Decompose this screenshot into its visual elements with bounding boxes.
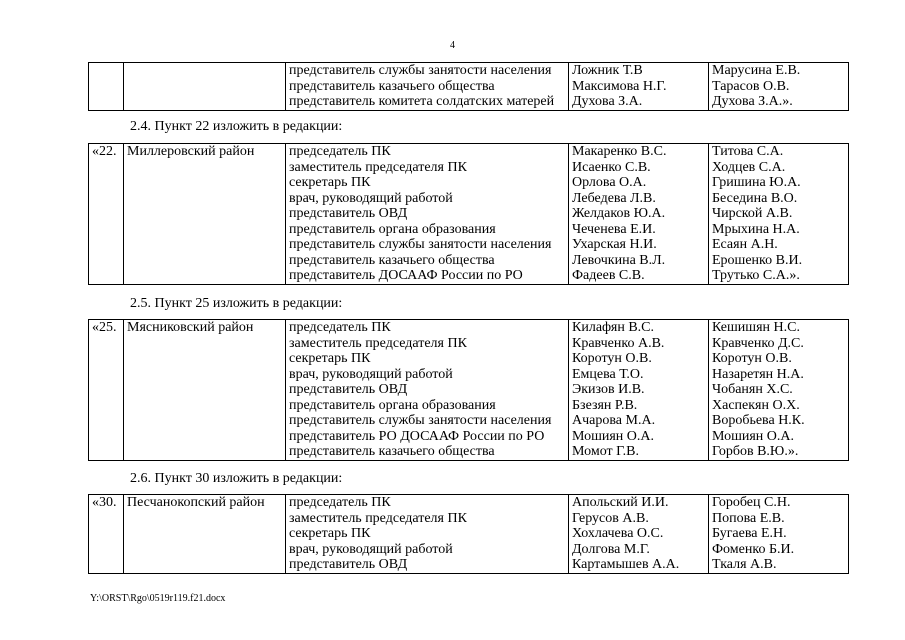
- role-list-line: заместитель председателя ПК: [289, 159, 467, 175]
- reserve-member-line: Кешишян Н.С.: [712, 320, 800, 335]
- role-list-line: представитель службы занятости населения: [289, 237, 552, 252]
- reserve-member-line: Ерошенко В.И.: [712, 252, 803, 268]
- reserve-member-line: Хаспекян О.Х.: [712, 397, 800, 413]
- role-list-line: представитель ОВД: [289, 382, 408, 397]
- main-member-line: Макаренко В.С.: [572, 144, 667, 159]
- role-list-line: представитель ОВД: [289, 557, 408, 572]
- reserve-member-line: Гришина Ю.А.: [712, 175, 801, 190]
- district-name-cell: Песчанокопский район: [124, 495, 286, 574]
- role-list-line: председатель ПК: [289, 144, 391, 159]
- main-member-line: Долгова М.Г.: [572, 541, 650, 557]
- item-number-cell: [89, 63, 124, 111]
- role-list-line: представитель службы занятости населения: [289, 63, 552, 78]
- district-name-cell: [124, 63, 286, 111]
- reserve-member-cell: [709, 144, 849, 285]
- reserve-member-line: Воробьева Н.К.: [712, 413, 805, 428]
- reserve-member-line: Мошиян О.А.: [712, 428, 795, 444]
- amendment-instruction: 2.6. Пункт 30 изложить в редакции:: [130, 471, 343, 486]
- main-member-line: Коротун О.В.: [572, 351, 652, 366]
- reserve-member-line: Бугаева Е.Н.: [712, 526, 787, 541]
- table-row: [89, 495, 849, 574]
- district-name-cell: Миллеровский район: [124, 144, 286, 285]
- reserve-member-line: Духова З.А.».: [712, 94, 793, 109]
- reserve-member-cell: [709, 320, 849, 461]
- role-list-line: секретарь ПК: [289, 175, 371, 190]
- main-member-line: Герусов А.В.: [572, 510, 649, 526]
- main-member-line: Исаенко С.В.: [572, 159, 651, 175]
- main-member-line: Ачарова М.А.: [572, 413, 656, 428]
- commission-table: [88, 319, 849, 461]
- main-member-line: Емцева Т.О.: [572, 366, 644, 382]
- reserve-member-line: Трутько С.А.».: [712, 268, 800, 283]
- main-member-line: Бзезян Р.В.: [572, 397, 638, 413]
- role-list-line: заместитель председателя ПК: [289, 335, 467, 351]
- main-member-line: Момот Г.В.: [572, 444, 639, 459]
- reserve-member-line: Попова Е.В.: [712, 510, 785, 526]
- page-number: 4: [450, 40, 455, 51]
- reserve-member-line: Беседина В.О.: [712, 190, 798, 206]
- role-list-line: представитель органа образования: [289, 397, 496, 413]
- main-member-line: Кравченко А.В.: [572, 335, 665, 351]
- main-member-cell: [569, 495, 709, 574]
- main-member-line: Орлова О.А.: [572, 175, 647, 190]
- footer-file-path: Y:\ORST\Rgo\0519r119.f21.docx: [90, 593, 226, 604]
- role-list-line: представитель комитета солдатских матерей: [289, 94, 555, 109]
- main-member-line: Фадеев С.В.: [572, 268, 645, 283]
- main-member-line: Ухарская Н.И.: [572, 237, 657, 252]
- reserve-member-line: Титова С.А.: [712, 144, 784, 159]
- reserve-member-line: Чирской А.В.: [712, 206, 793, 221]
- main-member-line: Хохлачева О.С.: [572, 526, 664, 541]
- amendment-instruction: 2.4. Пункт 22 изложить в редакции:: [130, 119, 343, 134]
- role-list-line: председатель ПК: [289, 320, 391, 335]
- item-number-cell: «30.: [89, 495, 124, 574]
- role-list-line: представитель казачьего общества: [289, 78, 495, 94]
- role-list-line: врач, руководящий работой: [289, 366, 453, 382]
- item-number-cell: «22.: [89, 144, 124, 285]
- role-list-cell: [286, 320, 569, 461]
- reserve-member-line: Назаретян Н.А.: [712, 366, 804, 382]
- reserve-member-line: Кравченко Д.С.: [712, 335, 804, 351]
- reserve-member-line: Ткаля А.В.: [712, 557, 777, 572]
- reserve-member-line: Коротун О.В.: [712, 351, 792, 366]
- district-name-cell: Мясниковский район: [124, 320, 286, 461]
- role-list-line: представитель казачьего общества: [289, 444, 495, 459]
- table-row: [89, 320, 849, 461]
- role-list-line: представитель ОВД: [289, 206, 408, 221]
- reserve-member-line: Марусина Е.В.: [712, 63, 801, 78]
- role-list-line: секретарь ПК: [289, 526, 371, 541]
- main-member-line: Ложник Т.В: [572, 63, 643, 78]
- amendment-instruction: 2.5. Пункт 25 изложить в редакции:: [130, 296, 343, 311]
- main-member-line: Картамышев А.А.: [572, 557, 680, 572]
- item-number-cell: «25.: [89, 320, 124, 461]
- reserve-member-line: Мрыхина Н.А.: [712, 221, 800, 237]
- main-member-line: Чеченева Е.И.: [572, 221, 656, 237]
- reserve-member-line: Ходцев С.А.: [712, 159, 786, 175]
- role-list-line: представитель казачьего общества: [289, 252, 495, 268]
- main-member-line: Лебедева Л.В.: [572, 190, 656, 206]
- role-list-line: представитель РО ДОСААФ России по РО: [289, 428, 545, 444]
- reserve-member-line: Фоменко Б.И.: [712, 541, 795, 557]
- main-member-cell: [569, 320, 709, 461]
- reserve-member-line: Горбов В.Ю.».: [712, 444, 799, 459]
- main-member-line: Килафян В.С.: [572, 320, 655, 335]
- role-list-line: председатель ПК: [289, 495, 391, 510]
- table-row: [89, 144, 849, 285]
- commission-table: [88, 143, 849, 285]
- role-list-cell: [286, 63, 569, 111]
- main-member-line: Духова З.А.: [572, 94, 643, 109]
- reserve-member-line: Чобанян Х.С.: [712, 382, 793, 397]
- reserve-member-line: Горобец С.Н.: [712, 495, 791, 510]
- main-member-line: Экизов И.В.: [572, 382, 645, 397]
- main-member-line: Максимова Н.Г.: [572, 78, 667, 94]
- role-list-line: заместитель председателя ПК: [289, 510, 467, 526]
- commission-table: [88, 62, 849, 111]
- role-list-line: врач, руководящий работой: [289, 190, 453, 206]
- role-list-cell: [286, 144, 569, 285]
- role-list-line: представитель органа образования: [289, 221, 496, 237]
- main-member-line: Мошиян О.А.: [572, 428, 655, 444]
- role-list-cell: [286, 495, 569, 574]
- role-list-line: врач, руководящий работой: [289, 541, 453, 557]
- reserve-member-cell: [709, 63, 849, 111]
- role-list-line: представитель ДОСААФ России по РО: [289, 268, 523, 283]
- reserve-member-line: Тарасов О.В.: [712, 78, 790, 94]
- main-member-cell: [569, 144, 709, 285]
- table-row: [89, 63, 849, 111]
- main-member-cell: [569, 63, 709, 111]
- reserve-member-line: Есаян А.Н.: [712, 237, 778, 252]
- role-list-line: секретарь ПК: [289, 351, 371, 366]
- main-member-line: Левочкина В.Л.: [572, 252, 666, 268]
- main-member-line: Апольский И.И.: [572, 495, 669, 510]
- reserve-member-cell: [709, 495, 849, 574]
- main-member-line: Желдаков Ю.А.: [572, 206, 666, 221]
- role-list-line: представитель службы занятости населения: [289, 413, 552, 428]
- commission-table: [88, 494, 849, 574]
